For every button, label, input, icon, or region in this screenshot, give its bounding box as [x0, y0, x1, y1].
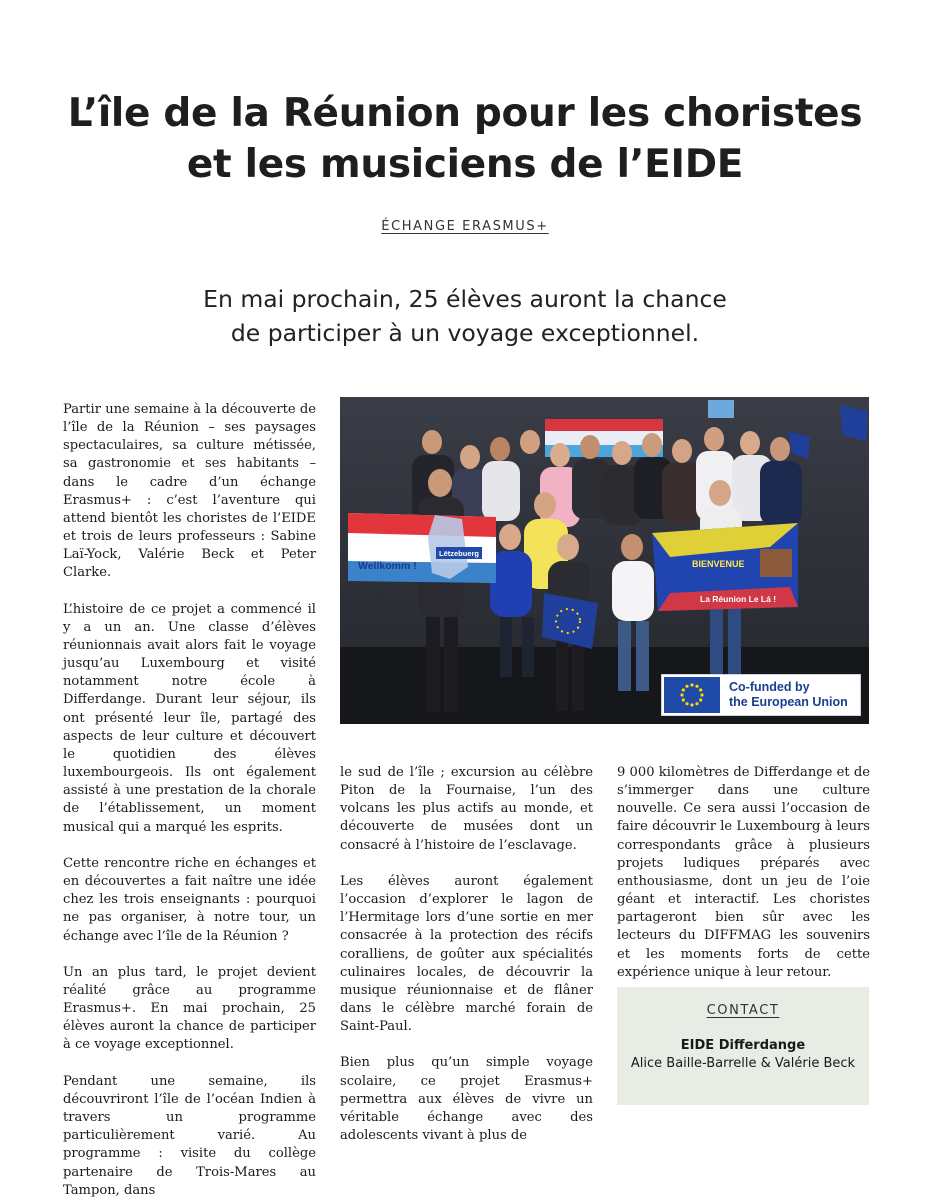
- small-flag: [708, 400, 734, 418]
- body-paragraph: Cette rencontre riche en échanges et en découvertes a fait naître une idée chez les trois enseignants : pourquoi ne pas organiser, à notre tour, un échange avec l’île de la Réunion ?: [63, 855, 316, 944]
- flag-stripe: [545, 419, 663, 431]
- section-kicker-link[interactable]: ÉCHANGE ERASMUS+: [381, 219, 549, 234]
- body-column-2: [340, 764, 593, 1145]
- body-paragraph: 9 000 kilomètres de Differdange et de s’immerger dans une culture nouvelle. Ce sera aussi l’occasion de faire découvrir le Luxembourg à leurs correspondants grâce à plusieurs projets ludiques préparés avec enthousiasme, dont un jeu de l’oie géant et interactif. Les choristes partageront bien sûr avec les lecteurs du DIFFMAG les souvenirs et les moments forts de cette expérience unique à leur retour.: [617, 765, 870, 980]
- body-paragraph: L’histoire de ce projet a commencé il y a un an. Une classe d’élèves réunionnais avait alors fait le voyage jusqu’au Luxembourg et visité notamment notre école à Differdange. Durant leur séjour, ils ont présenté leur île, partagé des aspects de leur culture et découvert le quotidien des élèves luxembourgeois. Ils ont également assisté à une prestation de la chorale de l’établissement, un moment musical qui a marqué les esprits.: [63, 601, 316, 835]
- body-paragraph: Un an plus tard, le projet devient réalité grâce au programme Erasmus+. En mai prochain, 25 élèves auront la chance de participer à ce voyage exceptionnel.: [63, 964, 316, 1053]
- body-column-1: [63, 401, 316, 1200]
- contact-box: [617, 987, 869, 1105]
- contact-title-link[interactable]: CONTACT: [706, 1003, 780, 1018]
- contact-organization: EIDE Differdange: [680, 1038, 806, 1053]
- banner-left-text: Wellkomm !: [358, 560, 417, 572]
- banner-right-bottom-text: La Réunion Le Lá !: [700, 594, 777, 604]
- banner-wellkomm: [348, 513, 496, 583]
- body-paragraph: Pendant une semaine, ils découvriront l’île de l’océan Indien à travers un programme particulièrement varié. Au programme : visite du collège partenaire de Trois-Mares au Tampon, dans: [63, 1073, 316, 1198]
- section-kicker[interactable]: [0, 219, 930, 234]
- body-paragraph: le sud de l’île ; excursion au célèbre Piton de la Fournaise, l’un des volcans les plus actifs au monde, et découverte de musées dont un consacré à l’histoire de l’esclavage.: [340, 765, 593, 853]
- group-photo: [340, 397, 869, 724]
- body-paragraph: Les élèves auront également l’occasion d’explorer le lagon de l’Hermitage lors d’une sortie en mer consacrée à la protection des récifs coralliens, de goûter aux spécialités culinaires locales, de découvrir la musique réunionnaise et de flâner dans le célèbre marché forain de Saint-Paul.: [340, 873, 593, 1035]
- contact-title[interactable]: [617, 1003, 869, 1018]
- article-lead-line: de participer à un voyage exceptionnel.: [230, 319, 700, 347]
- body-paragraph: Partir une semaine à la découverte de l’île de la Réunion – ses paysages spectaculaires, sa culture métissée, sa gastronomie et ses habitants – dans le cadre d’un échange Erasmus+ : c’est l’aventure qui attend bientôt les choristes de l’EIDE et trois de leurs professeurs : Sabine Laï-Yock, Valérie Beck et Peter Clarke.: [63, 402, 316, 581]
- eu-badge-line: Co-funded by: [729, 680, 810, 694]
- body-paragraph: Bien plus qu’un simple voyage scolaire, ce projet Erasmus+ permettra aux élèves de vivre un véritable échange avec des adolescents vivant à plus de: [340, 1055, 593, 1144]
- eu-flag-icon: [664, 677, 720, 713]
- article-lead: [0, 282, 930, 350]
- article-title-line: et les musiciens de l’EIDE: [186, 142, 744, 188]
- banner-left-tag: Lëtzebuerg: [439, 549, 480, 558]
- contact-names: Alice Baille-Barrelle & Valérie Beck: [630, 1056, 856, 1071]
- article-title-line: L’île de la Réunion pour les choristes: [67, 91, 863, 137]
- eu-badge-line: the European Union: [729, 695, 848, 709]
- article-lead-line: En mai prochain, 25 élèves auront la chance: [203, 285, 727, 313]
- body-column-3: [617, 764, 870, 982]
- banner-bienvenue: [652, 523, 798, 611]
- eu-cofunded-badge: [661, 674, 861, 716]
- article-title: [0, 88, 930, 190]
- banner-right-top-text: BIENVENUE: [692, 559, 745, 569]
- eu-badge-text: [729, 680, 848, 710]
